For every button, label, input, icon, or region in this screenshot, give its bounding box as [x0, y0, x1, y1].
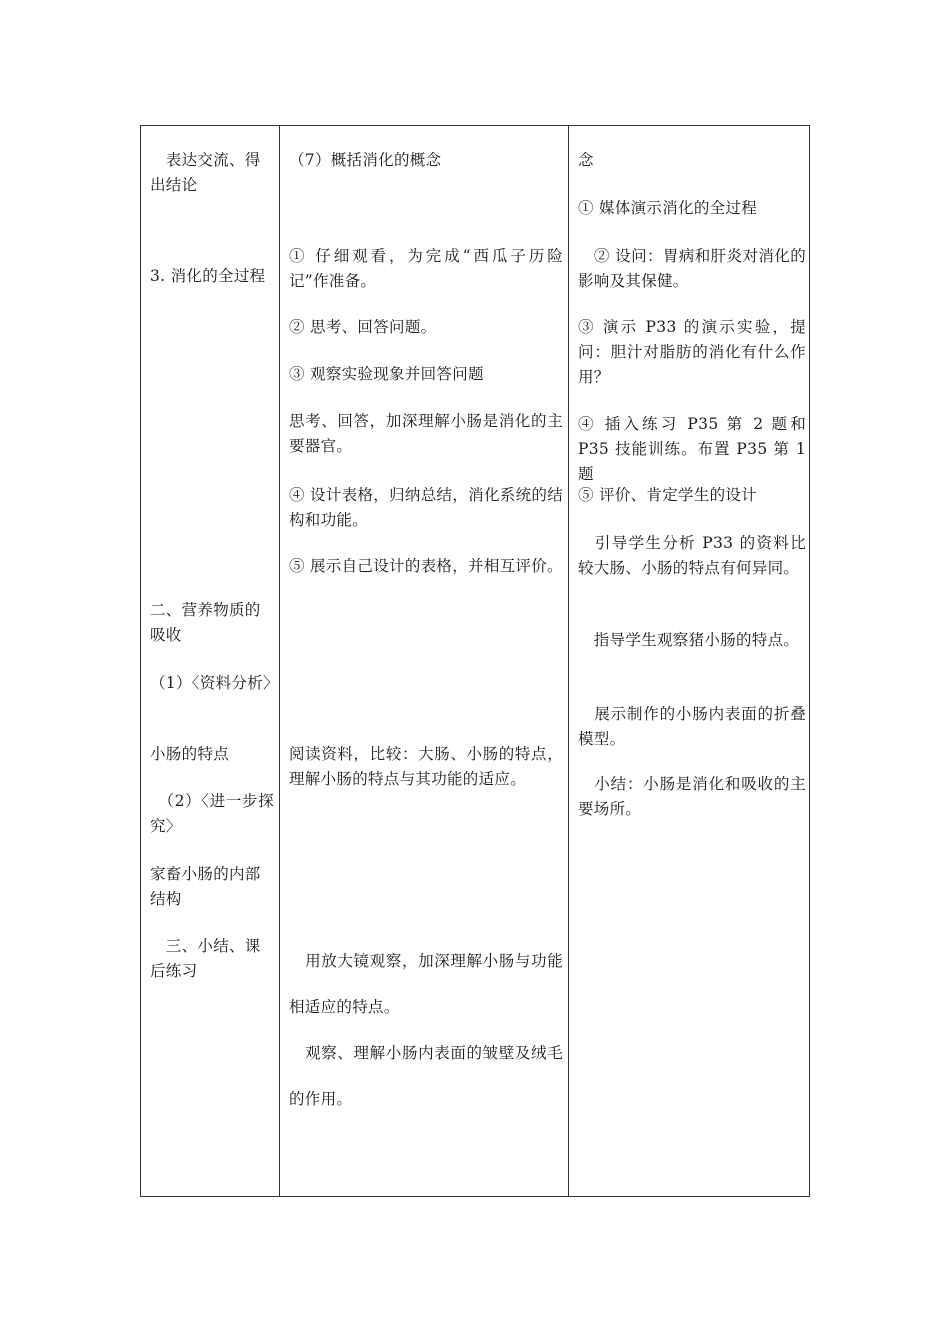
activity-item: 阅读资料，比较：大肠、小肠的特点，理解小肠的特点与其功能的适应。: [289, 745, 563, 788]
teacher-activity-column: [569, 126, 811, 1196]
student-activity-column: [280, 126, 568, 1196]
lesson-plan-table: [140, 125, 810, 1197]
activity-item: ① 仔细观看，为完成“西瓜子历险记”作准备。: [289, 247, 563, 290]
content-item: 三、小结、课后练习: [150, 937, 261, 980]
activity-item: ③ 观察实验现象并回答问题: [289, 365, 484, 383]
content-item: 表达交流、得出结论: [150, 151, 261, 194]
content-item: 3. 消化的全过程: [150, 267, 266, 285]
teacher-item: ② 设问：胃病和肝炎对消化的影响及其保健。: [578, 247, 806, 290]
activity-item: ④ 设计表格，归纳总结，消化系统的结构和功能。: [289, 486, 563, 529]
activity-item: 思考、回答，加深理解小肠是消化的主要器官。: [289, 412, 563, 455]
content-item: 二、营养物质的吸收: [150, 601, 261, 644]
teacher-item: ④ 插入练习 P35 第 2 题和 P35 技能训练。布置 P35 第 1 题: [578, 415, 806, 483]
content-item: （1）〈资料分析〉: [150, 674, 279, 692]
activity-item: （7）概括消化的概念: [289, 151, 442, 169]
teacher-item: ① 媒体演示消化的全过程: [578, 199, 758, 217]
teacher-item: 念: [578, 151, 594, 169]
teacher-item: 指导学生观察猪小肠的特点。: [578, 631, 800, 649]
teacher-item: 引导学生分析 P33 的资料比较大肠、小肠的特点有何异同。: [578, 534, 806, 577]
content-item: （2）〈进一步探究〉: [150, 792, 274, 835]
activity-item: ② 思考、回答问题。: [289, 318, 437, 336]
teacher-item: ③ 演示 P33 的演示实验，提问：胆汁对脂肪的消化有什么作用？: [578, 318, 806, 386]
teacher-item: 小结：小肠是消化和吸收的主要场所。: [578, 775, 806, 818]
teacher-item: 展示制作的小肠内表面的折叠模型。: [578, 705, 806, 748]
activity-item: 用放大镜观察，加深理解小肠与功能相适应的特点。: [289, 952, 563, 1016]
teacher-item: ⑤ 评价、肯定学生的设计: [578, 486, 758, 504]
content-column: [141, 126, 279, 1196]
content-item: 小肠的特点: [150, 745, 230, 763]
content-item: 家畜小肠的内部结构: [150, 865, 261, 908]
activity-item: 观察、理解小肠内表面的皱壁及绒毛的作用。: [289, 1044, 563, 1108]
activity-item: ⑤ 展示自己设计的表格，并相互评价。: [289, 557, 563, 575]
